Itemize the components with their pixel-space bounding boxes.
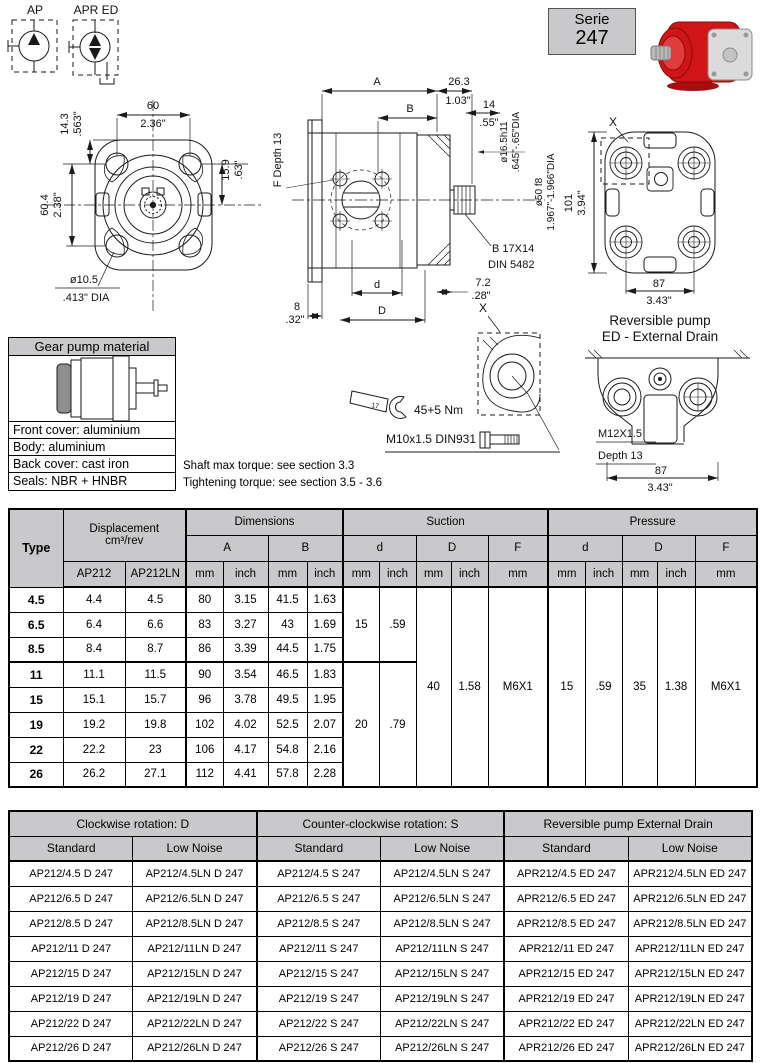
front-width-mm: 60 [146,100,160,112]
front-height-in: 2.38" [52,192,64,218]
ordering-table-row [9,936,752,961]
sub-header-low-noise: Low Noise [380,836,504,861]
back-detail-x-label: X [609,115,618,129]
unit-header: mm [268,561,307,587]
dimension-cell: 11.1 [63,662,125,687]
part-number-cell: AP212/6.5LN D 247 [133,886,257,911]
part-number-cell: AP212/15LN S 247 [380,961,504,986]
dimension-cell: 27.1 [125,762,186,787]
dimension-cell: 23 [125,737,186,762]
dimension-cell: 4.5 [125,587,186,612]
part-number-cell: AP212/6.5 S 247 [257,886,381,911]
shaft-dia-mm: ø16.5h11 [499,121,510,163]
front-hole-mm: ø10.5 [69,274,99,286]
type-cell: 6.5 [9,612,63,637]
unit-header: mm [186,561,223,587]
dimension-cell: 41.5 [268,587,307,612]
type-cell: 19 [9,712,63,737]
group-header-reversible: Reversible pump External Drain [504,811,752,836]
col-header-pressure-D: D [622,535,695,561]
dimension-cell: 43 [268,612,307,637]
front-height-mm: 60.4 [39,194,51,216]
dimension-cell: 20 [343,662,379,787]
front-width-in: 2.36" [140,118,166,130]
dimension-cell: 19.2 [63,712,125,737]
dimension-cell: 11.5 [125,662,186,687]
dimension-cell: 112 [186,762,223,787]
dimension-cell: 80 [186,587,223,612]
pilot-dia-mm: ø50 f8 [534,177,545,207]
part-number-cell: AP212/11LN S 247 [380,936,504,961]
col-header-pressure: Pressure [548,509,757,535]
unit-header: mm [622,561,657,587]
port-offset-in: .28" [471,290,491,302]
dimension-cell: M6X1 [488,587,548,787]
unit-header: inch [379,561,416,587]
part-number-cell: AP212/4.5 S 247 [257,861,381,886]
part-number-cell: APR212/22LN ED 247 [628,1011,752,1036]
part-number-cell: AP212/4.5LN S 247 [380,861,504,886]
dimension-cell: M6X1 [695,587,757,787]
dimension-cell: 6.4 [63,612,125,637]
dimension-cell: 86 [186,637,223,662]
pilot-dia-in: 1.967"-1.966"DIA [546,153,557,231]
dimension-cell: .79 [379,662,416,787]
f-depth-label: F Depth 13 [272,132,284,188]
back-width-mm: 87 [652,278,666,290]
material-seals: Seals: NBR + HNBR [13,474,128,488]
bearing-mm: 14 [482,99,496,111]
part-number-cell: APR212/6.5LN ED 247 [628,886,752,911]
front-side-in: .63" [233,160,245,180]
bolt-spec-label: M10x1.5 DIN931 [385,432,476,446]
part-number-cell: AP212/8.5 S 247 [257,911,381,936]
dimension-cell: 57.8 [268,762,307,787]
ordering-table [8,810,753,1062]
front-offset-in: .563" [72,111,84,137]
dimension-cell: 3.54 [223,662,268,687]
dimension-cell: 54.8 [268,737,307,762]
part-number-cell: AP212/11 S 247 [257,936,381,961]
unit-header: mm [548,561,585,587]
ordering-table-row [9,861,752,886]
front-hole-in: .413" DIA [62,292,110,304]
drain-width-mm: 87 [654,465,668,477]
dimension-cell: 4.41 [223,762,268,787]
ordering-table-row [9,911,752,936]
type-cell: 15 [9,687,63,712]
col-header-ap212ln: AP212LN [125,561,186,587]
part-number-cell: AP212/26LN D 247 [133,1036,257,1061]
part-number-cell: APR212/22 ED 247 [504,1011,628,1036]
dimension-cell: 3.39 [223,637,268,662]
unit-header: inch [223,561,268,587]
dim-cap-d-label: D [378,305,386,317]
bearing-in: .55" [479,117,499,129]
dimension-cell: 96 [186,687,223,712]
dimension-table [8,508,758,788]
part-number-cell: APR212/26LN ED 247 [628,1036,752,1061]
torque-notes [183,458,382,492]
len-mm: 26.3 [448,76,470,88]
dimension-cell: 8.4 [63,637,125,662]
side-detail-x-label: X [478,301,488,315]
dimension-cell: 15 [548,587,585,787]
dimension-cell: 15.7 [125,687,186,712]
sub-header-low-noise: Low Noise [628,836,752,861]
torque-wrench-figure [350,391,463,418]
ordering-table-row [9,886,752,911]
col-header-ap212: AP212 [63,561,125,587]
group-header-counter-clockwise: Counter-clockwise rotation: S [257,811,505,836]
dimension-cell: 22.2 [63,737,125,762]
ordering-table-row [9,961,752,986]
drain-port-thread: M12X1.5 [598,428,643,440]
apr-ed-symbol-label: APR ED [73,3,119,17]
part-number-cell: AP212/19 S 247 [257,986,381,1011]
spline-type: B 17X14 [492,243,535,255]
part-number-cell: AP212/11 D 247 [9,936,133,961]
part-number-cell: AP212/26LN S 247 [380,1036,504,1061]
dimension-cell: 102 [186,712,223,737]
tightening-torque-note: Tightening torque: see section 3.5 - 3.6 [183,477,383,489]
back-height-in: 3.94" [576,190,588,216]
dimension-cell: 2.07 [307,712,343,737]
part-number-cell: AP212/22 D 247 [9,1011,133,1036]
len-in: 1.03" [445,95,471,107]
group-header-clockwise: Clockwise rotation: D [9,811,257,836]
material-box-title: Gear pump material [9,338,175,356]
part-number-cell: AP212/11LN D 247 [133,936,257,961]
col-header-a: A [186,535,268,561]
col-header-suction-f: F [488,535,548,561]
col-header-suction-D: D [416,535,488,561]
unit-header: mm [416,561,451,587]
part-number-cell: APR212/19LN ED 247 [628,986,752,1011]
part-number-cell: AP212/4.5 D 247 [9,861,133,886]
ap-symbol-label: AP [26,3,44,17]
material-box [8,337,176,491]
type-cell: 11 [9,662,63,687]
dimension-cell: 4.17 [223,737,268,762]
dimension-cell: 52.5 [268,712,307,737]
part-number-cell: AP212/8.5LN D 247 [133,911,257,936]
back-width-in: 3.43" [646,295,672,307]
dimension-cell: 4.4 [63,587,125,612]
part-number-cell: APR212/8.5LN ED 247 [628,911,752,936]
external-drain-caption: ED - External Drain [601,329,719,344]
apr-ed-symbol [69,3,119,84]
unit-header: inch [307,561,343,587]
sub-header-standard: Standard [9,836,133,861]
dimension-cell: .59 [585,587,622,787]
part-number-cell: APR212/4.5LN ED 247 [628,861,752,886]
part-number-cell: APR212/11LN ED 247 [628,936,752,961]
flange-in: .32" [285,314,305,326]
dimension-cell: 1.75 [307,637,343,662]
part-number-cell: APR212/19 ED 247 [504,986,628,1011]
dimension-cell: 40 [416,587,451,787]
side-view-drawing [272,76,557,332]
dimension-cell: 1.63 [307,587,343,612]
drain-width-in: 3.43" [647,482,673,494]
unit-header: mm [343,561,379,587]
pump-section-figure [9,356,175,422]
dimension-cell: 1.95 [307,687,343,712]
dim-d-label: d [373,279,381,291]
dimension-cell: 1.38 [657,587,695,787]
part-number-cell: APR212/15LN ED 247 [628,961,752,986]
sub-header-low-noise: Low Noise [133,836,257,861]
dimension-cell: 15.1 [63,687,125,712]
wrench-size-label: 17 [370,402,380,411]
dimension-cell: 6.6 [125,612,186,637]
serie-badge [548,8,636,55]
dimension-cell: 19.8 [125,712,186,737]
dimension-cell: 46.5 [268,662,307,687]
back-height-mm: 101 [563,193,575,213]
part-number-cell: APR212/6.5 ED 247 [504,886,628,911]
front-view-drawing [39,100,262,312]
dimension-cell: 15 [343,587,379,662]
flange-mm: 8 [293,301,301,313]
part-number-cell: AP212/8.5LN S 247 [380,911,504,936]
part-number-cell: AP212/8.5 D 247 [9,911,133,936]
part-number-cell: APR212/26 ED 247 [504,1036,628,1061]
serie-number: 247 [575,27,609,49]
reversible-pump-caption: Reversible pump [609,313,711,328]
ordering-table-row [9,986,752,1011]
col-header-dimensions: Dimensions [186,509,343,535]
dimension-table-row [9,587,757,612]
part-number-cell: AP212/22 S 247 [257,1011,381,1036]
unit-header: inch [657,561,695,587]
part-number-cell: AP212/4.5LN D 247 [133,861,257,886]
part-number-cell: AP212/19 D 247 [9,986,133,1011]
dimension-cell: 49.5 [268,687,307,712]
col-header-pressure-d: d [548,535,622,561]
type-cell: 26 [9,762,63,787]
dimension-cell: 35 [622,587,657,787]
part-number-cell: AP212/19LN D 247 [133,986,257,1011]
drain-view-drawing [585,350,750,494]
front-offset-mm: 14.3 [59,113,71,135]
dimension-cell: 90 [186,662,223,687]
part-number-cell: APR212/4.5 ED 247 [504,861,628,886]
type-cell: 4.5 [9,587,63,612]
ordering-table-row [9,1011,752,1036]
part-number-cell: AP212/6.5LN S 247 [380,886,504,911]
back-view-drawing [563,115,718,344]
col-header-suction-d: d [343,535,416,561]
dimension-cell: 4.02 [223,712,268,737]
unit-header: mm [488,561,548,587]
shaft-dia-in: .645"-.65"DIA [511,111,522,173]
material-back-cover: Back cover: cast iron [9,456,175,473]
unit-header: inch [585,561,622,587]
col-header-type: Type [9,509,63,587]
part-number-cell: AP212/22LN D 247 [133,1011,257,1036]
type-cell: 22 [9,737,63,762]
col-header-b: B [268,535,343,561]
front-side-mm: 15.9 [220,159,232,181]
material-body: Body: aluminium [9,439,175,456]
dimension-cell: 83 [186,612,223,637]
dimension-cell: 2.28 [307,762,343,787]
col-header-displacement: Displacement cm³/rev [63,509,186,561]
dimension-cell: .59 [379,587,416,662]
torque-value: 45+5 Nm [414,403,464,417]
spline-standard: DIN 5482 [488,259,535,271]
dimension-cell: 3.78 [223,687,268,712]
dimension-cell: 3.15 [223,587,268,612]
part-number-cell: APR212/11 ED 247 [504,936,628,961]
serie-label: Serie [574,11,610,28]
part-number-cell: AP212/15 S 247 [257,961,381,986]
dim-a-label: A [373,76,381,88]
sub-header-standard: Standard [504,836,628,861]
dimension-cell: 26.2 [63,762,125,787]
part-number-cell: AP212/22LN S 247 [380,1011,504,1036]
dimension-cell: 44.5 [268,637,307,662]
drain-port-depth: Depth 13 [598,450,643,462]
bolt-figure [385,432,560,452]
ordering-table-row [9,1036,752,1061]
dimension-cell: 3.27 [223,612,268,637]
dimension-cell: 1.83 [307,662,343,687]
col-header-suction: Suction [343,509,548,535]
part-number-cell: APR212/8.5 ED 247 [504,911,628,936]
dimension-cell: 1.69 [307,612,343,637]
sub-header-standard: Standard [257,836,381,861]
dimension-cell: 106 [186,737,223,762]
dim-b-label: B [406,103,414,115]
part-number-cell: AP212/6.5 D 247 [9,886,133,911]
part-number-cell: AP212/15LN D 247 [133,961,257,986]
port-offset-mm: 7.2 [475,277,491,289]
material-front-cover: Front cover: aluminium [9,422,175,439]
pump-product-image [648,12,761,92]
unit-header: inch [451,561,488,587]
part-number-cell: AP212/15 D 247 [9,961,133,986]
type-cell: 8.5 [9,637,63,662]
dimension-cell: 2.16 [307,737,343,762]
shaft-torque-note: Shaft max torque: see section 3.3 [183,460,355,472]
part-number-cell: APR212/15 ED 247 [504,961,628,986]
part-number-cell: AP212/26 S 247 [257,1036,381,1061]
part-number-cell: AP212/26 D 247 [9,1036,133,1061]
col-header-pressure-f: F [695,535,757,561]
part-number-cell: AP212/19LN S 247 [380,986,504,1011]
unit-header: mm [695,561,757,587]
dimension-cell: 1.58 [451,587,488,787]
ap-symbol [8,3,57,72]
dimension-cell: 8.7 [125,637,186,662]
